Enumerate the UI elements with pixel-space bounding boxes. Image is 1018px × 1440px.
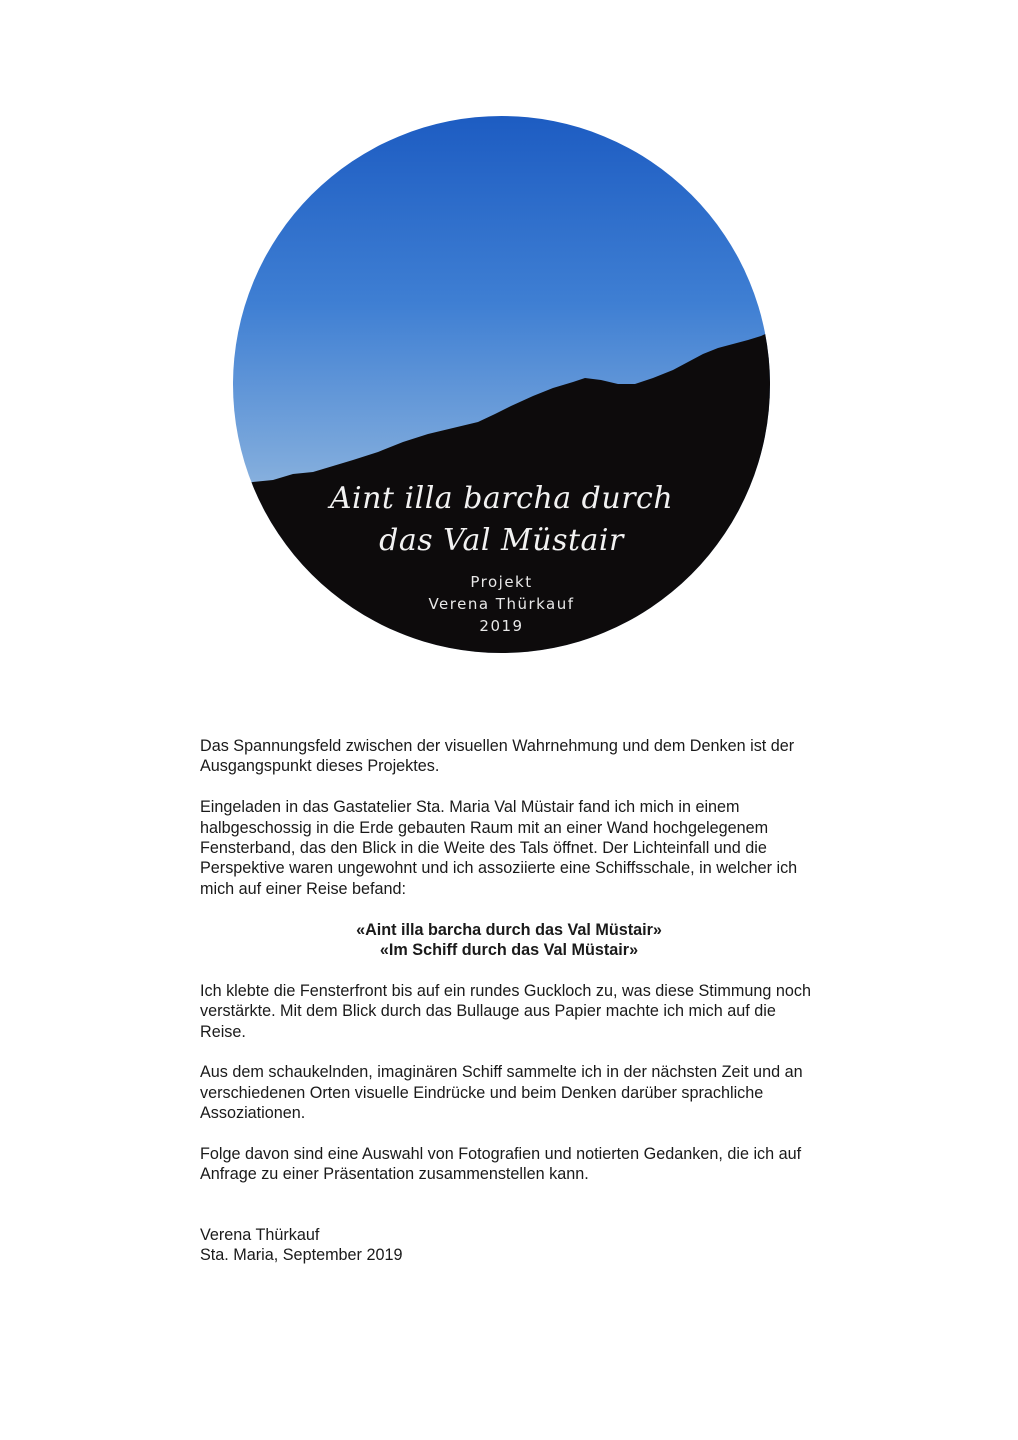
quote-line-2: «Im Schiff durch das Val Müstair» xyxy=(379,941,639,960)
cover-title xyxy=(233,478,770,562)
paragraph-3: Ich klebte die Fensterfront bis auf ein rundes Guckloch zu, was diese Stimmung noch verstärkte. Mit dem Blick durch das Bullauge aus Papier machte ich mich auf die Reise. xyxy=(200,981,811,1041)
signature-name: Verena Thürkauf xyxy=(200,1225,320,1244)
paragraph-4: Aus dem schaukelnden, imaginären Schiff sammelte ich in der nächsten Zeit und an verschiedenen Orten visuelle Eindrücke und beim Denken darüber sprachliche Assoziationen. xyxy=(200,1063,803,1123)
cover-year: 2019 xyxy=(479,617,524,635)
paragraph-5: Folge davon sind eine Auswahl von Fotografien und notierten Gedanken, die ich auf Anfrage zu einer Präsentation zusammenstellen kann. xyxy=(200,1145,802,1184)
quote-block xyxy=(200,920,818,961)
signature-place-date: Sta. Maria, September 2019 xyxy=(200,1246,403,1265)
body-text xyxy=(200,736,818,1266)
cover-project-label: Projekt xyxy=(470,573,533,591)
cover-title-line-1: Aint illa barcha durch xyxy=(329,481,674,516)
cover-author: Verena Thürkauf xyxy=(428,595,575,613)
cover-photo-circle xyxy=(233,116,770,653)
paragraph-1: Das Spannungsfeld zwischen der visuellen Wahrnehmung und dem Denken ist der Ausgangspunkt dieses Projektes. xyxy=(200,737,795,776)
signature xyxy=(200,1225,818,1266)
cover-meta xyxy=(233,571,770,637)
cover-title-line-2: das Val Müstair xyxy=(379,523,624,558)
quote-line-1: «Aint illa barcha durch das Val Müstair» xyxy=(356,920,662,939)
paragraph-2: Eingeladen in das Gastatelier Sta. Maria Val Müstair fand ich mich in einem halbgeschossig in die Erde gebauten Raum mit an einer Wand hochgelegenem Fensterband, das den Blick in die Weite des Tals öffnet. Der Lichteinfall und die Perspektive waren ungewohnt und ich assoziierte eine Schiffsschale, in welcher ich mich auf einer Reise befand: xyxy=(200,798,798,898)
